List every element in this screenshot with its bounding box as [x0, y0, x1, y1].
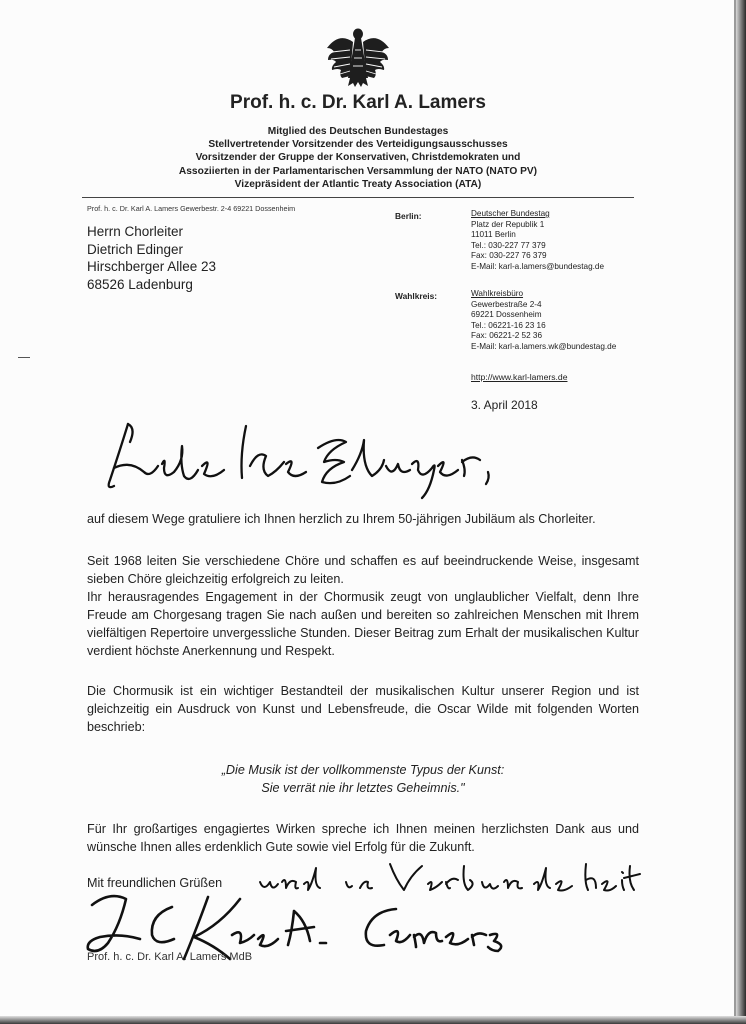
wahlkreis-line: Tel.: 06221-16 23 16: [471, 320, 546, 330]
berlin-line: 11011 Berlin: [471, 230, 516, 240]
letterhead-roles: [0, 125, 716, 191]
body-paragraph-3: Ihr herausragendes Engagement in der Chormusik zeugt von unglaublicher Vielfalt, denn Ihre Freude am Chorgesang tragen Sie nach außen und bereiten so zahlreichen Menschen mit Ihrem vielfältigen Repertoire unvergessliche Stunden. Dieser Beitrag zum Erhalt der musikalischen Kultur verdient höchste Anerkennung und Respekt.: [87, 590, 639, 658]
berlin-line: Platz der Republik 1: [471, 219, 545, 229]
berlin-heading: Deutscher Bundestag: [471, 209, 550, 218]
handwritten-salutation: [100, 410, 500, 502]
page-bottom-shadow: [0, 1016, 746, 1024]
recipient-address: [87, 223, 216, 293]
letter-date: 3. April 2018: [471, 398, 538, 412]
website-link[interactable]: http://www.karl-lamers.de: [471, 372, 568, 382]
berlin-line: Fax: 030-227 76 379: [471, 251, 547, 261]
header-divider: [82, 197, 634, 198]
body-paragraph-2: Seit 1968 leiten Sie verschiedene Chöre und schaffen es auf beeindruckende Weise, insgesamt sieben Chöre gleichzeitig erfolgreich zu leiten.: [87, 554, 639, 586]
berlin-address: [471, 209, 604, 273]
recipient-line: Herrn Chorleiter: [87, 224, 184, 239]
signoff-name: Prof. h. c. Dr. Karl A. Lamers MdB: [87, 951, 253, 963]
wahlkreis-line: Fax: 06221-2 52 36: [471, 331, 543, 341]
role-line: Stellvertretender Vorsitzender des Verteidigungsausschusses: [208, 139, 508, 151]
role-line: Mitglied des Deutschen Bundestages: [267, 126, 449, 137]
role-line: Assoziierten in der Parlamentarischen Versammlung der NATO (NATO PV): [178, 165, 538, 177]
berlin-line: E-Mail: karl-a.lamers@bundestag.de: [471, 261, 604, 271]
quote-line: Sie verrät nie ihr letztes Geheimnis.": [261, 781, 465, 795]
wahlkreis-heading: Wahlkreisbüro: [471, 289, 524, 298]
berlin-label: Berlin:: [395, 211, 422, 221]
recipient-line: 68526 Ladenburg: [87, 276, 193, 292]
wahlkreis-line: 69221 Dossenheim: [471, 310, 542, 320]
wahlkreis-line: E-Mail: karl-a.lamers.wk@bundestag.de: [471, 341, 617, 351]
bundestag-eagle-logo: [324, 26, 392, 88]
recipient-line: Hirschberger Allee 23: [87, 259, 217, 274]
quote-line: „Die Musik ist der vollkommenste Typus der Kunst:: [221, 763, 505, 777]
body-paragraph-4: Die Chormusik ist ein wichtiger Bestandteil der musikalischen Kultur unserer Region und ist gleichzeitig ein Ausdruck von Kunst und Lebensfreude, die Oscar Wilde mit folgenden Worten beschrieb:: [87, 684, 639, 734]
wahlkreis-address: [471, 289, 616, 353]
letterhead-name: Prof. h. c. Dr. Karl A. Lamers: [230, 92, 486, 113]
role-line: Vorsitzender der Gruppe der Konservativen, Christdemokraten und: [195, 152, 521, 164]
role-line: Vizepräsident der Atlantic Treaty Association (ATA): [234, 178, 482, 190]
recipient-line: Dietrich Edinger: [87, 241, 184, 257]
oscar-wilde-quote: [87, 761, 639, 797]
body-paragraph-1: auf diesem Wege gratuliere ich Ihnen herzlich zu Ihrem 50-jährigen Jubiläum als Chorleiter.: [87, 512, 596, 526]
berlin-line: Tel.: 030-227 77 379: [471, 240, 546, 250]
wahlkreis-line: Gewerbestraße 2-4: [471, 299, 542, 309]
closing-phrase: Mit freundlichen Grüßen: [87, 876, 223, 890]
wahlkreis-label: Wahlkreis:: [395, 291, 438, 301]
sender-return-line: Prof. h. c. Dr. Karl A. Lamers Gewerbestr. 2-4 69221 Dossenheim: [87, 204, 296, 213]
page-edge-shadow: [736, 0, 746, 1024]
body-paragraph-5: Für Ihr großartiges engagiertes Wirken spreche ich Ihnen meinen herzlichsten Dank aus und wünsche Ihnen alles erdenklich Gute sowie viel Erfolg für die Zukunft.: [87, 822, 639, 854]
fold-mark: [18, 357, 30, 358]
